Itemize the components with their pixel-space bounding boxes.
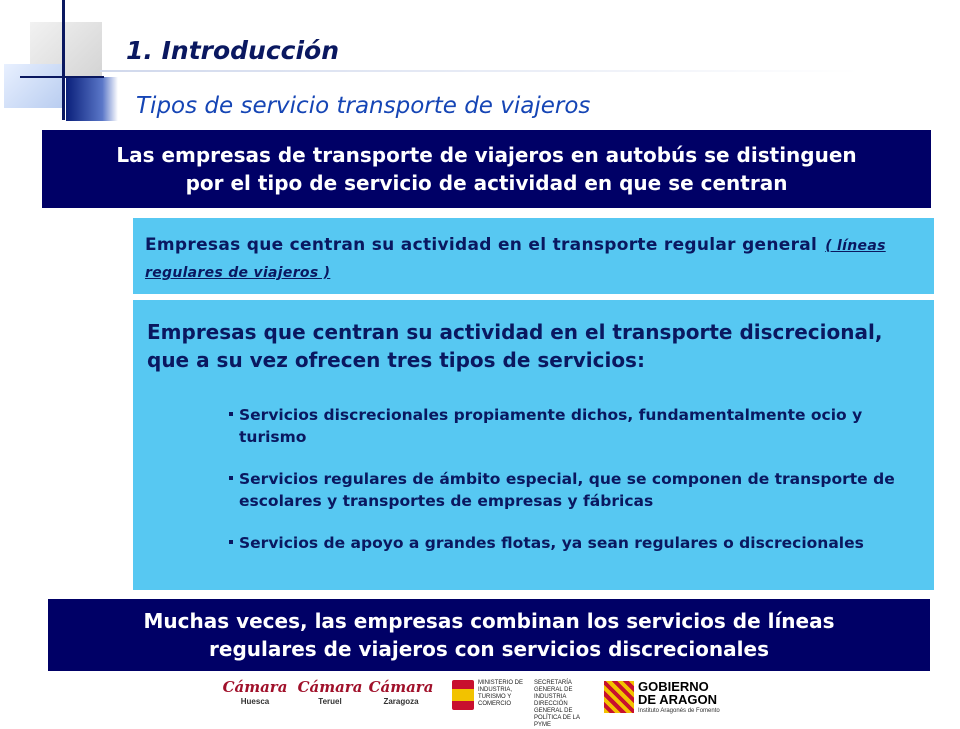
discretional-lead: Empresas que centran su actividad en el transporte discrecional, que a su vez ofrecen tres tipos de servicios: (147, 320, 883, 372)
decorative-square-dark-blue (66, 77, 118, 121)
list-item: Servicios de apoyo a grandes flotas, ya sean regulares o discrecionales (229, 532, 920, 554)
gobierno-line-2: DE ARAGON (638, 692, 717, 707)
regular-lines-link[interactable]: ( líneas regulares de viajeros ) (145, 238, 886, 281)
discretional-transport-box (133, 300, 934, 590)
conclusion-line-1: Muchas veces, las empresas combinan los servicios de líneas (143, 609, 835, 633)
footer-logos (0, 674, 960, 728)
slide-subtitle: Tipos de servicio transporte de viajeros (136, 93, 591, 119)
camara-name: Cámara (368, 678, 434, 696)
service-types-list (229, 404, 920, 554)
camara-city: Teruel (318, 697, 342, 706)
ministerio-right-text: SECRETARÍA GENERAL DE INDUSTRIA DIRECCIÓN GENERAL DE POLÍTICA DE LA PYME (534, 680, 580, 728)
regular-transport-text: Empresas que centran su actividad en el transporte regular general (145, 235, 818, 255)
intro-box (42, 130, 931, 208)
decorative-vertical-line (62, 0, 65, 120)
list-item: Servicios discrecionales propiamente dichos, fundamentalmente ocio y turismo (229, 404, 920, 448)
camara-huesca-logo (222, 678, 288, 716)
conclusion-box (48, 599, 930, 671)
slide-title: 1. Introducción (126, 36, 340, 65)
camara-teruel-logo (297, 678, 363, 716)
camara-city: Huesca (240, 697, 270, 706)
spain-shield-icon (452, 680, 474, 710)
conclusion-line-2: regulares de viajeros con servicios discrecionales (209, 637, 769, 661)
ministerio-logo (452, 678, 592, 728)
gobierno-aragon-logo (604, 678, 724, 716)
camara-name: Cámara (297, 678, 363, 696)
gobierno-line-1: GOBIERNO (638, 679, 709, 694)
decorative-square-blue (4, 64, 62, 108)
intro-line-1: Las empresas de transporte de viajeros en autobús se distinguen (116, 143, 857, 167)
gobierno-subtitle: Instituto Aragonés de Fomento (638, 708, 720, 714)
camara-city: Zaragoza (383, 697, 419, 706)
aragon-flag-icon (604, 681, 634, 713)
ministerio-left-text: MINISTERIO DE INDUSTRIA, TURISMO Y COMERCIO (478, 680, 524, 707)
camara-name: Cámara (222, 678, 288, 696)
decorative-horizontal-line-short (20, 76, 104, 78)
gobierno-text (638, 680, 717, 706)
intro-line-2: por el tipo de servicio de actividad en que se centran (185, 171, 788, 195)
list-item: Servicios regulares de ámbito especial, que se componen de transporte de escolares y transportes de empresas y fábricas (229, 468, 920, 512)
camara-zaragoza-logo (368, 678, 434, 716)
regular-transport-box (133, 218, 934, 294)
decorative-horizontal-line (100, 70, 860, 72)
